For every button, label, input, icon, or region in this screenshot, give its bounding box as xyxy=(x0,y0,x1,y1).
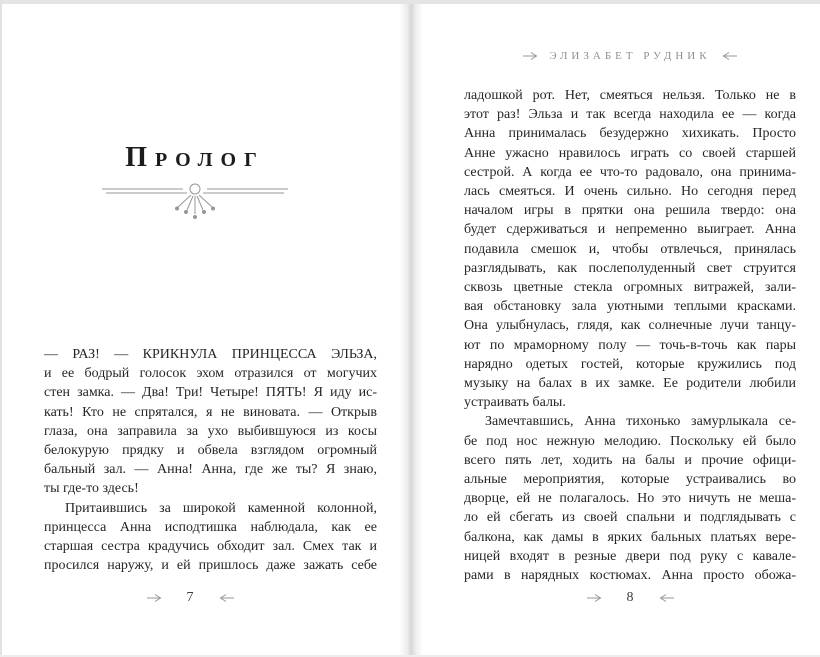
text-line: Анна принималась безудержно хихикать. Просто xyxy=(464,126,796,142)
text-line: ют по мраморному полу — точь-в-точь как пары xyxy=(464,337,796,353)
text-line: просился наружу, и ей пришлось даже зажать себе xyxy=(44,558,377,574)
page-number: 8 xyxy=(626,590,634,605)
right-page-footer xyxy=(464,590,796,606)
text-line: дворце, ей не полагалось. Но это ничуть не меша- xyxy=(464,491,796,507)
footer-arrow-left-icon xyxy=(658,593,674,603)
text-line: бе под нос нежную мелодию. Поскольку ей было xyxy=(464,433,796,449)
text-line: музыку на балах в их замке. Ее родители любили xyxy=(464,376,796,392)
chapter-ornament-icon xyxy=(100,182,290,226)
text-line: кать! Кто не спрятался, я не виновата. — Открыв xyxy=(44,404,377,420)
text-line: принцесса Анна исподтишка наблюдала, как ее xyxy=(44,519,377,535)
text-line: лась смеяться. И очень сильно. Но сегодня перед xyxy=(464,184,796,200)
text-line: балкона, как дамы в ярких бальных платьях вере- xyxy=(464,529,796,545)
text-line: ты где-то здесь! xyxy=(44,481,139,497)
text-line: Она улыбнулась, глядя, как солнечные лучи танцу- xyxy=(464,318,796,334)
footer-arrow-left-icon xyxy=(218,593,234,603)
footer-arrow-right-icon xyxy=(587,593,603,603)
text-line: и ее бодрый голосок эхом отразился от могучих xyxy=(44,366,377,382)
left-page-footer xyxy=(8,590,372,606)
text-line: разглядывать, как послеполуденный свет струится xyxy=(464,260,796,276)
text-line: всего пять лет, ходить на балы и прочие офици- xyxy=(464,452,796,468)
text-line: будет сдерживаться и непременно выиграет. Анна xyxy=(464,222,796,238)
text-line: вая обстановку зала уютными теплыми красками. xyxy=(464,299,796,315)
left-page xyxy=(0,4,399,657)
text-line: Анне ужасно нравилось играть со своей старшей xyxy=(464,145,796,161)
right-page xyxy=(423,4,820,657)
text-line: сестрой. А когда ее что-то радовало, она принима- xyxy=(464,164,796,180)
text-line: сквозь цветные стекла огромных витражей, зали- xyxy=(464,280,796,296)
text-line: ницей входят в резные двери под руку с кавале- xyxy=(464,548,796,564)
text-line: подавила смешок и, чтобы отвлечься, принялась xyxy=(464,241,796,257)
text-line: устраивать балы. xyxy=(464,395,566,411)
left-page-text xyxy=(44,345,377,575)
text-line: бальный зал. — Анна! Анна, где же ты? Я знаю, xyxy=(44,462,377,478)
running-header-text: ЭЛИЗАБЕТ РУДНИК xyxy=(549,50,711,62)
text-line: Притаившись за широкой каменной колонной, xyxy=(65,500,377,516)
page-gutter xyxy=(399,4,423,657)
footer-arrow-right-icon xyxy=(147,593,163,603)
text-line: нарядно одетых гостей, которые кружились под xyxy=(464,356,796,372)
text-line: — РАЗ! — КРИКНУЛА ПРИНЦЕССА ЭЛЬЗА, xyxy=(44,347,377,362)
text-line: ладошкой рот. Нет, смеяться нельзя. Только не в xyxy=(464,88,796,103)
text-line: рами в нарядных костюмах. Анна просто обожа- xyxy=(464,568,796,584)
right-page-text xyxy=(464,86,796,585)
running-header xyxy=(464,50,796,62)
text-line: старшая сестра крадучись обходит зал. Смех так и xyxy=(44,539,377,555)
header-arrow-left-icon xyxy=(721,51,737,61)
text-line: стен замка. — Два! Три! Четыре! ПЯТЬ! Я иду ис- xyxy=(44,385,377,401)
page-number: 7 xyxy=(186,590,194,605)
text-line: ло ей сбегать из своей спальни и подглядывать с xyxy=(464,510,796,526)
text-line: началом игры в прятки она решила твердо: она xyxy=(464,203,796,219)
chapter-title: ПРОЛОГ xyxy=(125,142,265,173)
text-line: альные мероприятия, которые устраивались во xyxy=(464,472,796,488)
text-line: этот раз! Эльза и так всегда находила ее — когда xyxy=(464,107,796,123)
text-line: Замечтавшись, Анна тихонько замурлыкала се- xyxy=(485,414,796,430)
text-line: глаза, она заправила за ухо выбившуюся из косы xyxy=(44,423,377,439)
header-arrow-right-icon xyxy=(523,51,539,61)
text-line: белокурую прядку и обвела взглядом огромный xyxy=(44,443,377,459)
